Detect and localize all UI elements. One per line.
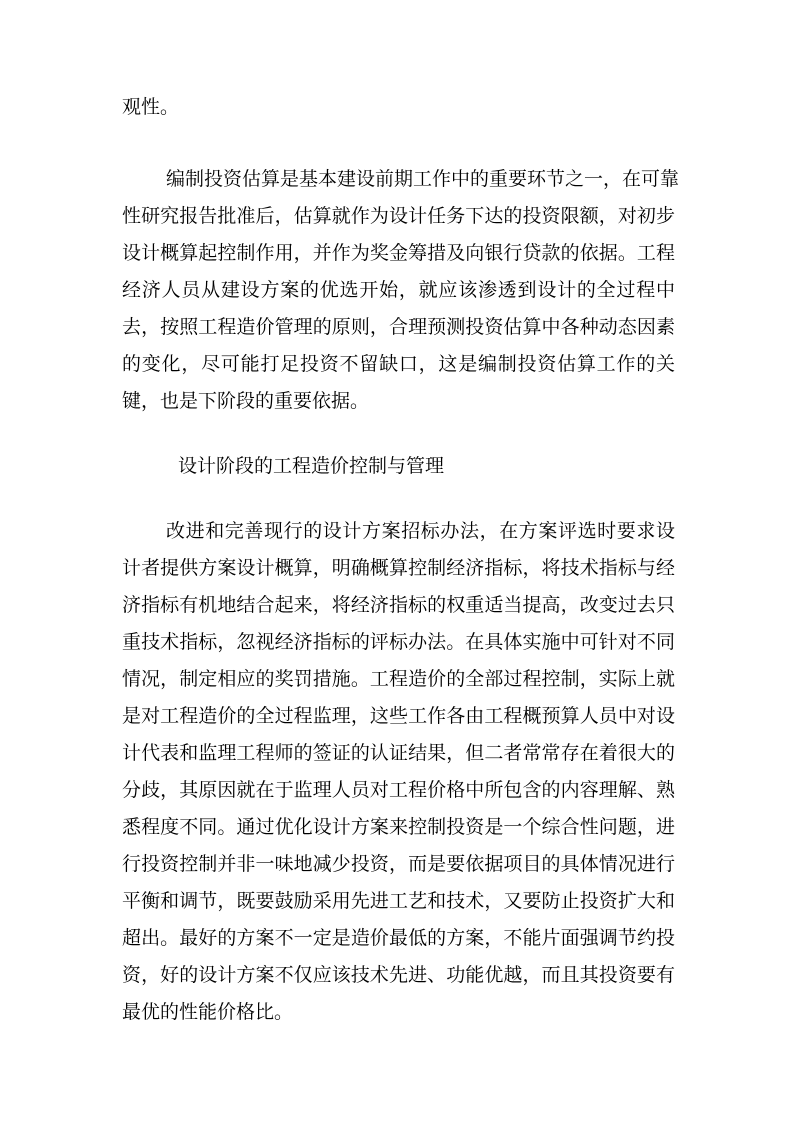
paragraph-3-line: 资，好的设计方案不仅应该技术先进、功能优越，而且其投资要有 <box>122 964 675 986</box>
paragraph-3-line: 超出。最好的方案不一定是造价最低的方案，不能片面强调节约投 <box>122 927 675 949</box>
paragraph-1-tail: 观性。 <box>122 96 180 118</box>
paragraph-3-line: 计代表和监理工程师的签证的认证结果，但二者常常存在着很大的 <box>122 742 675 764</box>
section-heading: 设计阶段的工程造价控制与管理 <box>178 455 445 477</box>
paragraph-3-line: 行投资控制并非一味地减少投资，而是要依据项目的具体情况进行 <box>122 853 675 875</box>
paragraph-3-line: 济指标有机地结合起来，将经济指标的权重适当提高，改变过去只 <box>122 594 675 616</box>
paragraph-3-line: 计者提供方案设计概算，明确概算控制经济指标，将技术指标与经 <box>122 557 675 579</box>
paragraph-3-line: 是对工程造价的全过程监理，这些工作各由工程概预算人员中对设 <box>122 705 675 727</box>
paragraph-2-line: 性研究报告批准后，估算就作为设计任务下达的投资限额，对初步 <box>122 205 675 227</box>
paragraph-2-line: 编制投资估算是基本建设前期工作中的重要环节之一，在可靠 <box>166 168 680 190</box>
paragraph-3-line: 情况，制定相应的奖罚措施。工程造价的全部过程控制，实际上就 <box>122 668 675 690</box>
paragraph-2-line: 键，也是下阶段的重要依据。 <box>122 390 370 412</box>
paragraph-3-line: 平衡和调节，既要鼓励采用先进工艺和技术，又要防止投资扩大和 <box>122 890 675 912</box>
paragraph-3-line: 悉程度不同。通过优化设计方案来控制投资是一个综合性问题，进 <box>122 816 675 838</box>
paragraph-2-line: 去，按照工程造价管理的原则，合理预测投资估算中各种动态因素 <box>122 316 675 338</box>
paragraph-3-line: 重技术指标，忽视经济指标的评标办法。在具体实施中可针对不同 <box>122 631 675 653</box>
paragraph-2-line: 设计概算起控制作用，并作为奖金筹措及向银行贷款的依据。工程 <box>122 242 675 264</box>
paragraph-3-line: 最优的性能价格比。 <box>122 1001 294 1023</box>
paragraph-3-line: 分歧，其原因就在于监理人员对工程价格中所包含的内容理解、熟 <box>122 779 675 801</box>
paragraph-2-line: 的变化，尽可能打足投资不留缺口，这是编制投资估算工作的关 <box>122 353 675 375</box>
paragraph-2-line: 经济人员从建设方案的优选开始，就应该渗透到设计的全过程中 <box>122 279 675 301</box>
paragraph-3-line: 改进和完善现行的设计方案招标办法，在方案评选时要求设 <box>166 520 675 542</box>
